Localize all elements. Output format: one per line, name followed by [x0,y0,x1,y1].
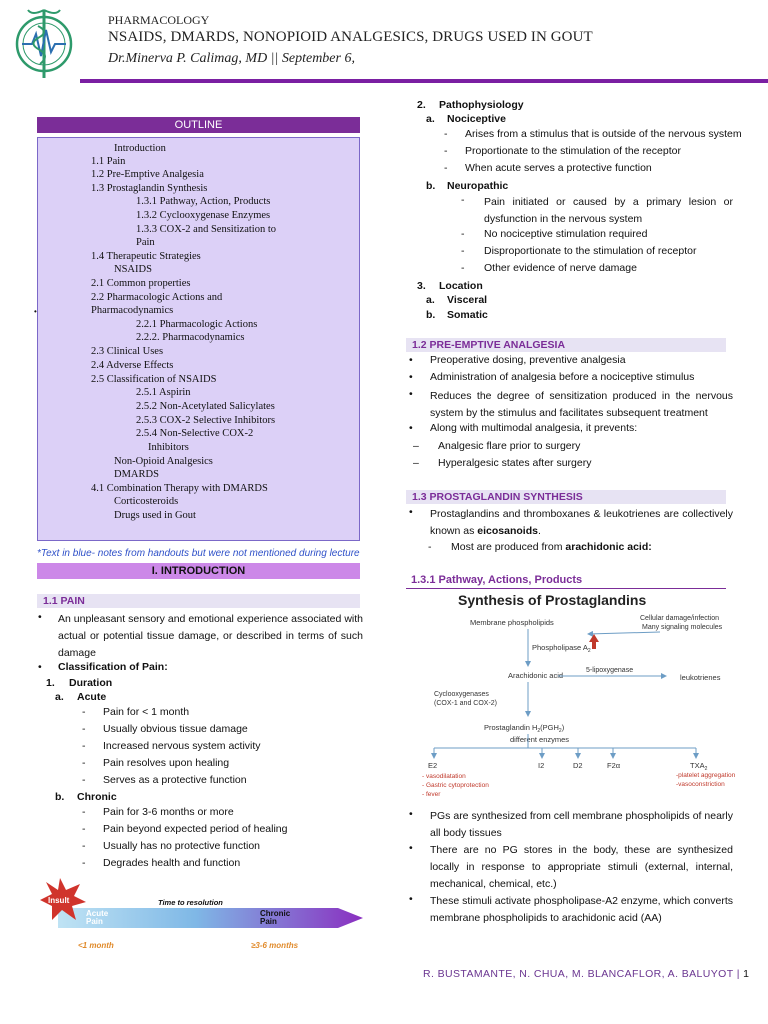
resolution-label: Time to resolution [158,898,223,907]
txa2-label: $TXA_2$ [690,761,708,772]
bullet-marker: • [409,371,413,383]
dash-marker: - [428,541,432,553]
blue-text-note: *Text in blue- notes from handouts but were not mentioned during lecture [37,548,360,559]
arachidonic-text: Most are produced from arachidonic acid: [451,541,652,553]
course-label: PHARMACOLOGY [108,13,210,27]
txa2-effect: -platelet aggregation [676,772,736,779]
chronic-item: Degrades health and function [103,857,241,869]
less-month-label: <1 month [78,941,114,950]
outline-item: 1.2 Pre-Emptive Analgesia [91,169,204,180]
dash-marker: - [461,262,465,274]
lipox-label: 5-lipoxygenase [586,667,634,674]
outline-item: Pain [136,237,155,248]
outline-item: Corticosteroids [114,496,179,507]
page-number: 1 [743,968,750,980]
outline-item: 1.3.1 Pathway, Action, Products [136,196,271,207]
list-number: 1. [46,677,55,689]
damage-arrow [588,632,660,634]
bullet-marker: • [409,354,413,366]
f2a-label: F2α [607,761,621,770]
outline-item: DMARDS [114,469,159,480]
author-line: Dr.Minerva P. Calimag, MD || September 6, [108,51,355,66]
cox-label: Cyclooxygenases [434,691,489,698]
acute-item: Usually obvious tissue damage [103,723,248,735]
dash-marker: – [413,457,419,469]
bullet-marker: • [38,611,42,623]
outline-heading: OUTLINE [37,117,360,133]
preemptive-sub-item: Hyperalgesic states after surgery [438,457,592,469]
outline-item: 4.1 Combination Therapy with DMARDS [91,483,268,494]
stray-bullet: • [34,307,37,316]
subsection-heading-preemptive: 1.2 PRE-EMPTIVE ANALGESIA [406,338,726,352]
outline-item: 2.5 Classification of NSAIDS [91,374,217,385]
preemptive-item: Administration of analgesia before a nociceptive stimulus [430,371,695,383]
dash-marker: - [82,840,86,852]
pg-bullet: There are no PG stores in the body, these are synthesized locally in response to appropriate stimuli (external, internal, mechanical, chemical, etc.) [430,844,733,890]
outline-item: 2.5.4 Non-Selective COX-2 [136,428,254,439]
dash-marker: - [82,774,86,786]
dash-marker: - [461,245,465,257]
header-divider [80,79,768,83]
prostaglandin-synthesis-diagram [408,590,738,804]
list-number: 2. [417,99,426,111]
outline-item: Introduction [114,143,166,154]
chronic-item: Usually has no protective function [103,840,261,852]
pg-bullet: PGs are synthesized from cell membrane phospholipids of nearly all body tissues [430,810,733,839]
acute-pain-label: Acute Pain [86,909,109,926]
chronic-item: Pain beyond expected period of healing [103,823,288,835]
outline-item: 2.2.1 Pharmacologic Actions [136,319,258,330]
list-letter: a. [55,691,64,703]
outline-item: Inhibitors [148,442,189,453]
e2-label: E2 [428,761,438,770]
dash-marker: - [461,228,465,240]
pain-classification: Classification of Pain: [58,661,168,673]
acute-item: Pain for < 1 month [103,706,190,718]
damage-label: Cellular damage/infection [640,615,719,622]
visceral-label: Visceral [447,294,488,306]
insult-label: Insult [48,896,70,905]
acute-item: Increased nervous system activity [103,740,261,752]
nociceptive-item: Arises from a stimulus that is outside of the nervous system [465,128,742,140]
section-heading-introduction: I. INTRODUCTION [37,563,360,579]
dash-marker: - [82,757,86,769]
bullet-marker: • [38,661,42,673]
list-letter: b. [55,791,65,803]
pgh2-label: Prostaglandin $H_2(PGH_2)$ [484,723,565,734]
bullet-marker: • [409,808,413,820]
pathophysiology-label: Pathophysiology [439,99,524,111]
pg-bullet: These stimuli activate phospholipase-A2 enzyme, which converts membrane phospholipids to arachidonic acid (AA) [430,895,733,924]
dash-marker: - [82,723,86,735]
somatic-label: Somatic [447,309,488,321]
pathway-underline [406,588,726,589]
outline-item: 2.2 Pharmacologic Actions and [91,292,223,303]
footer-authors: R. BUSTAMANTE, N. CHUA, M. BLANCAFLOR, A. BALUYOT [423,968,734,980]
chronic-pain-label: Chronic Pain [260,909,291,926]
location-label: Location [439,280,483,292]
nociceptive-item: When acute serves a protective function [465,162,652,174]
diagram-title: Synthesis of Prostaglandins [458,592,647,608]
membrane-label: Membrane phospholipids [470,618,554,627]
list-letter: a. [426,113,435,125]
bullet-marker: • [409,893,413,905]
outline-item: 2.1 Common properties [91,278,191,289]
outline-item: Drugs used in Gout [114,510,196,521]
dash-marker: - [82,857,86,869]
outline-item: Pharmacodynamics [91,305,174,316]
bullet-marker: • [409,842,413,854]
outline-item: 1.3.2 Cyclooxygenase Enzymes [136,210,271,221]
preemptive-item: Along with multimodal analgesia, it prevents: [430,422,638,434]
dash-marker: - [82,706,86,718]
list-letter: b. [426,309,436,321]
neuropathic-item: No nociceptive stimulation required [484,228,648,240]
list-letter: a. [426,294,435,306]
dash-marker: - [461,194,465,206]
preemptive-item: Reduces the degree of sensitization produced in the nervous system by the stimulus and facilitates subsequent treatment [430,390,733,419]
dash-marker: - [444,128,448,140]
outline-item: NSAIDS [114,264,152,275]
nociceptive-label: Nociceptive [447,113,506,125]
outline-box [37,137,360,541]
outline-item: 2.5.1 Aspirin [136,387,191,398]
outline-item: 2.5.3 COX-2 Selective Inhibitors [136,415,276,426]
dash-marker: - [82,806,86,818]
subsection-heading-prostaglandin: 1.3 PROSTAGLANDIN SYNTHESIS [406,490,726,504]
duration-label: Duration [69,677,113,689]
bullet-marker: • [409,506,413,518]
d2-label: D2 [573,761,583,770]
preemptive-sub-item: Analgesic flare prior to surgery [438,440,581,452]
chronic-label: Chronic [77,791,117,803]
dash-marker: - [444,145,448,157]
list-letter: b. [426,180,436,192]
txa2-effect: -vasoconstriction [676,781,725,788]
page-footer [423,968,749,980]
outline-item: 2.3 Clinical Uses [91,346,164,357]
pla2-label: Phospholipase $A_2$ [532,643,591,654]
neuropathic-item: Pain initiated or caused by a primary lesion or dysfunction in the nervous system [484,196,733,225]
neuropathic-item: Disproportionate to the stimulation of receptor [484,245,697,257]
neuropathic-item: Other evidence of nerve damage [484,262,637,274]
nociceptive-item: Proportionate to the stimulation of the receptor [465,145,681,157]
e2-effect: - vasodilatation [422,773,466,780]
outline-item: 1.4 Therapeutic Strategies [91,251,201,262]
e2-effect: - Gastric cytoprotection [422,782,489,789]
cox-sub-label: (COX-1 and COX-2) [434,700,498,707]
page-title: NSAIDS, DMARDS, NONOPIOID ANALGESICS, DRUGS USED IN GOUT [108,29,593,45]
pain-timeline-graphic [38,878,368,954]
dash-marker: - [82,740,86,752]
dash-marker: - [82,823,86,835]
dash-marker: - [444,162,448,174]
subsection-heading-pathway: 1.3.1 Pathway, Actions, Products [411,574,583,586]
outline-item: 2.4 Adverse Effects [91,360,174,371]
eicosanoids-text: Prostaglandins and thromboxanes & leukotrienes are collectively known as eicosanoids. [430,508,733,537]
list-number: 3. [417,280,426,292]
enzymes-label: different enzymes [510,735,570,744]
subsection-heading-pain: 1.1 PAIN [37,594,360,608]
chronic-item: Pain for 3-6 months or more [103,806,234,818]
dash-marker: – [413,440,419,452]
outline-item: 1.3.3 COX-2 and Sensitization to [136,224,276,235]
outline-item: 1.3 Prostaglandin Synthesis [91,183,208,194]
preemptive-item: Preoperative dosing, preventive analgesia [430,354,626,366]
leukotrienes-label: leukotrienes [680,673,721,682]
acute-item: Pain resolves upon healing [103,757,230,769]
acute-item: Serves as a protective function [103,774,247,786]
caduceus-logo-icon [8,6,80,84]
bullet-marker: • [409,388,413,400]
outline-item: 2.2.2. Pharmacodynamics [136,332,245,343]
signaling-label: Many signaling molecules [642,624,723,631]
outline-item: 2.5.2 Non-Acetylated Salicylates [136,401,275,412]
i2-label: I2 [538,761,545,770]
pain-definition: An unpleasant sensory and emotional experience associated with actual or potential tissue damage, or described in terms of such damage [58,613,363,659]
up-arrow-icon [589,634,599,649]
neuropathic-label: Neuropathic [447,180,509,192]
outline-item: 1.1 Pain [91,156,126,167]
acute-label: Acute [77,691,107,703]
arachidonic-label: Arachidonic acid [508,671,564,680]
footer-separator: | [736,968,740,980]
months-label: ≥3-6 months [251,941,299,950]
bullet-marker: • [409,422,413,434]
outline-item: Non-Opioid Analgesics [114,456,213,467]
e2-effect: - fever [422,791,441,798]
